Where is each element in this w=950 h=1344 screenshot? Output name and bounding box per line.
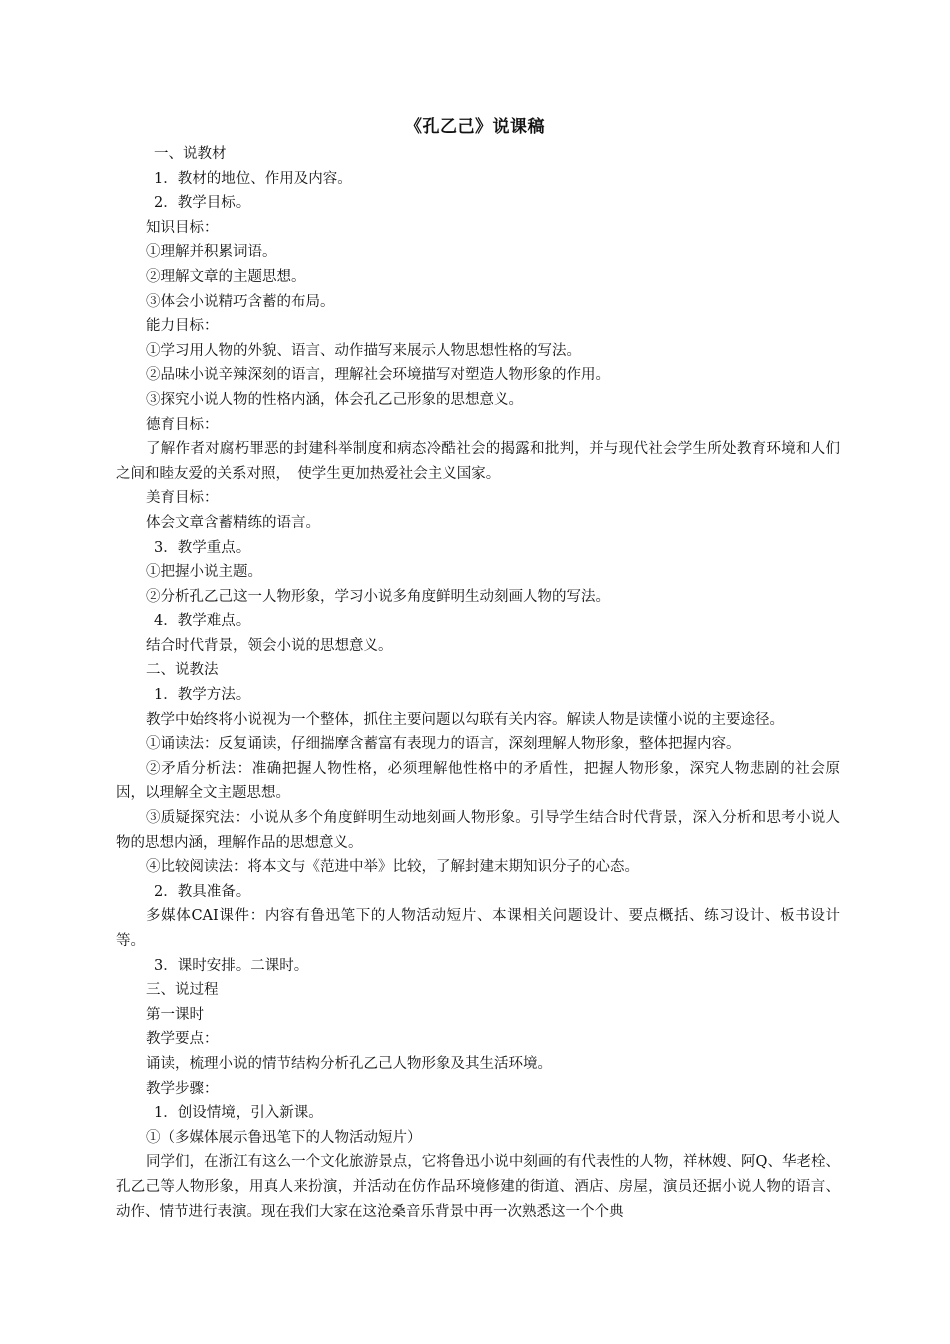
paragraph: ③体会小说精巧含蓄的布局。 <box>146 293 335 310</box>
paragraph: ③探究小说人物的性格内涵，体会孔乙己形象的思想意义。 <box>146 391 523 408</box>
paragraph: 知识目标： <box>146 219 219 236</box>
paragraph: 了解作者对腐朽罪恶的封建科举制度和病态冷酷社会的揭露和批判，并与现代社会学生所处教育环境和人们之间和睦友爱的关系对照， 使学生更加热爱社会主义国家。 <box>116 441 840 482</box>
paragraph: ①学习用人物的外貌、语言、动作描写来展示人物思想性格的写法。 <box>146 342 581 359</box>
paragraph: 能力目标： <box>146 318 219 335</box>
paragraph: 诵读，梳理小说的情节结构分析孔乙己人物形象及其生活环境。 <box>146 1055 552 1072</box>
paragraph: 1．创设情境，引入新课。 <box>154 1105 323 1122</box>
paragraph: 1．教材的地位、作用及内容。 <box>154 170 352 187</box>
paragraph: ①把握小说主题。 <box>146 564 262 581</box>
paragraph: 2．教学目标。 <box>154 195 251 212</box>
paragraph: ④比较阅读法：将本文与《范进中举》比较，了解封建末期知识分子的心态。 <box>146 859 639 876</box>
paragraph: 同学们，在浙江有这么一个文化旅游景点，它将鲁迅小说中刻画的有代表性的人物，祥林嫂、阿Q、华老栓、孔乙己等人物形象，用真人来扮演，并活动在仿作品环境修建的街道、酒店、房屋，演员还据小说人物的语言、动作、情节进行表演。现在我们大家在这沧桑音乐背景中再一次熟悉这一个个典 <box>116 1154 840 1220</box>
paragraph: ②品味小说辛辣深刻的语言，理解社会环境描写对塑造人物形象的作用。 <box>146 367 610 384</box>
paragraph: 三、说过程 <box>146 982 219 999</box>
paragraph: 教学步骤： <box>146 1080 219 1097</box>
page-title: 《孔乙己》说课稿 <box>405 117 545 137</box>
paragraph: ②分析孔乙己这一人物形象，学习小说多角度鲜明生动刻画人物的写法。 <box>146 588 610 605</box>
paragraph: ②理解文章的主题思想。 <box>146 268 306 285</box>
paragraph: ①（多媒体展示鲁迅笔下的人物活动短片） <box>146 1129 422 1146</box>
paragraph: 教学要点： <box>146 1031 219 1048</box>
paragraph: 一、说教材 <box>154 146 227 162</box>
paragraph: 教学中始终将小说视为一个整体，抓住主要问题以勾联有关内容。解读人物是读懂小说的主要途径。 <box>146 711 784 728</box>
paragraph: 第一课时 <box>146 1006 204 1023</box>
paragraph: 美育目标： <box>146 490 219 507</box>
paragraph: 3．教学重点。 <box>154 539 251 556</box>
paragraph: ③质疑探究法：小说从多个角度鲜明生动地刻画人物形象。引导学生结合时代背景，深入分析和思考小说人物的思想内涵，理解作品的思想意义。 <box>116 810 840 851</box>
paragraph: 德育目标： <box>146 416 219 433</box>
paragraph: ②矛盾分析法：准确把握人物性格，必须理解他性格中的矛盾性，把握人物形象，深究人物悲剧的社会原因，以理解全文主题思想。 <box>116 760 840 802</box>
paragraph: 多媒体CAI课件：内容有鲁迅笔下的人物活动短片、本课相关问题设计、要点概括、练习设计、板书设计等。 <box>116 908 840 949</box>
paragraph: 4．教学难点。 <box>154 613 251 630</box>
paragraph: ①理解并积累词语。 <box>146 244 277 261</box>
paragraph: 3．课时安排。二课时。 <box>154 957 309 974</box>
paragraph: 体会文章含蓄精练的语言。 <box>146 514 320 531</box>
paragraph: 1．教学方法。 <box>154 687 251 704</box>
paragraph: 2．教具准备。 <box>154 883 251 900</box>
paragraph: 结合时代背景，领会小说的思想意义。 <box>146 637 393 654</box>
document-body <box>116 142 840 1224</box>
paragraph: ①诵读法：反复诵读，仔细揣摩含蓄富有表现力的语言，深刻理解人物形象，整体把握内容。 <box>146 736 741 753</box>
paragraph: 二、说教法 <box>146 662 219 679</box>
